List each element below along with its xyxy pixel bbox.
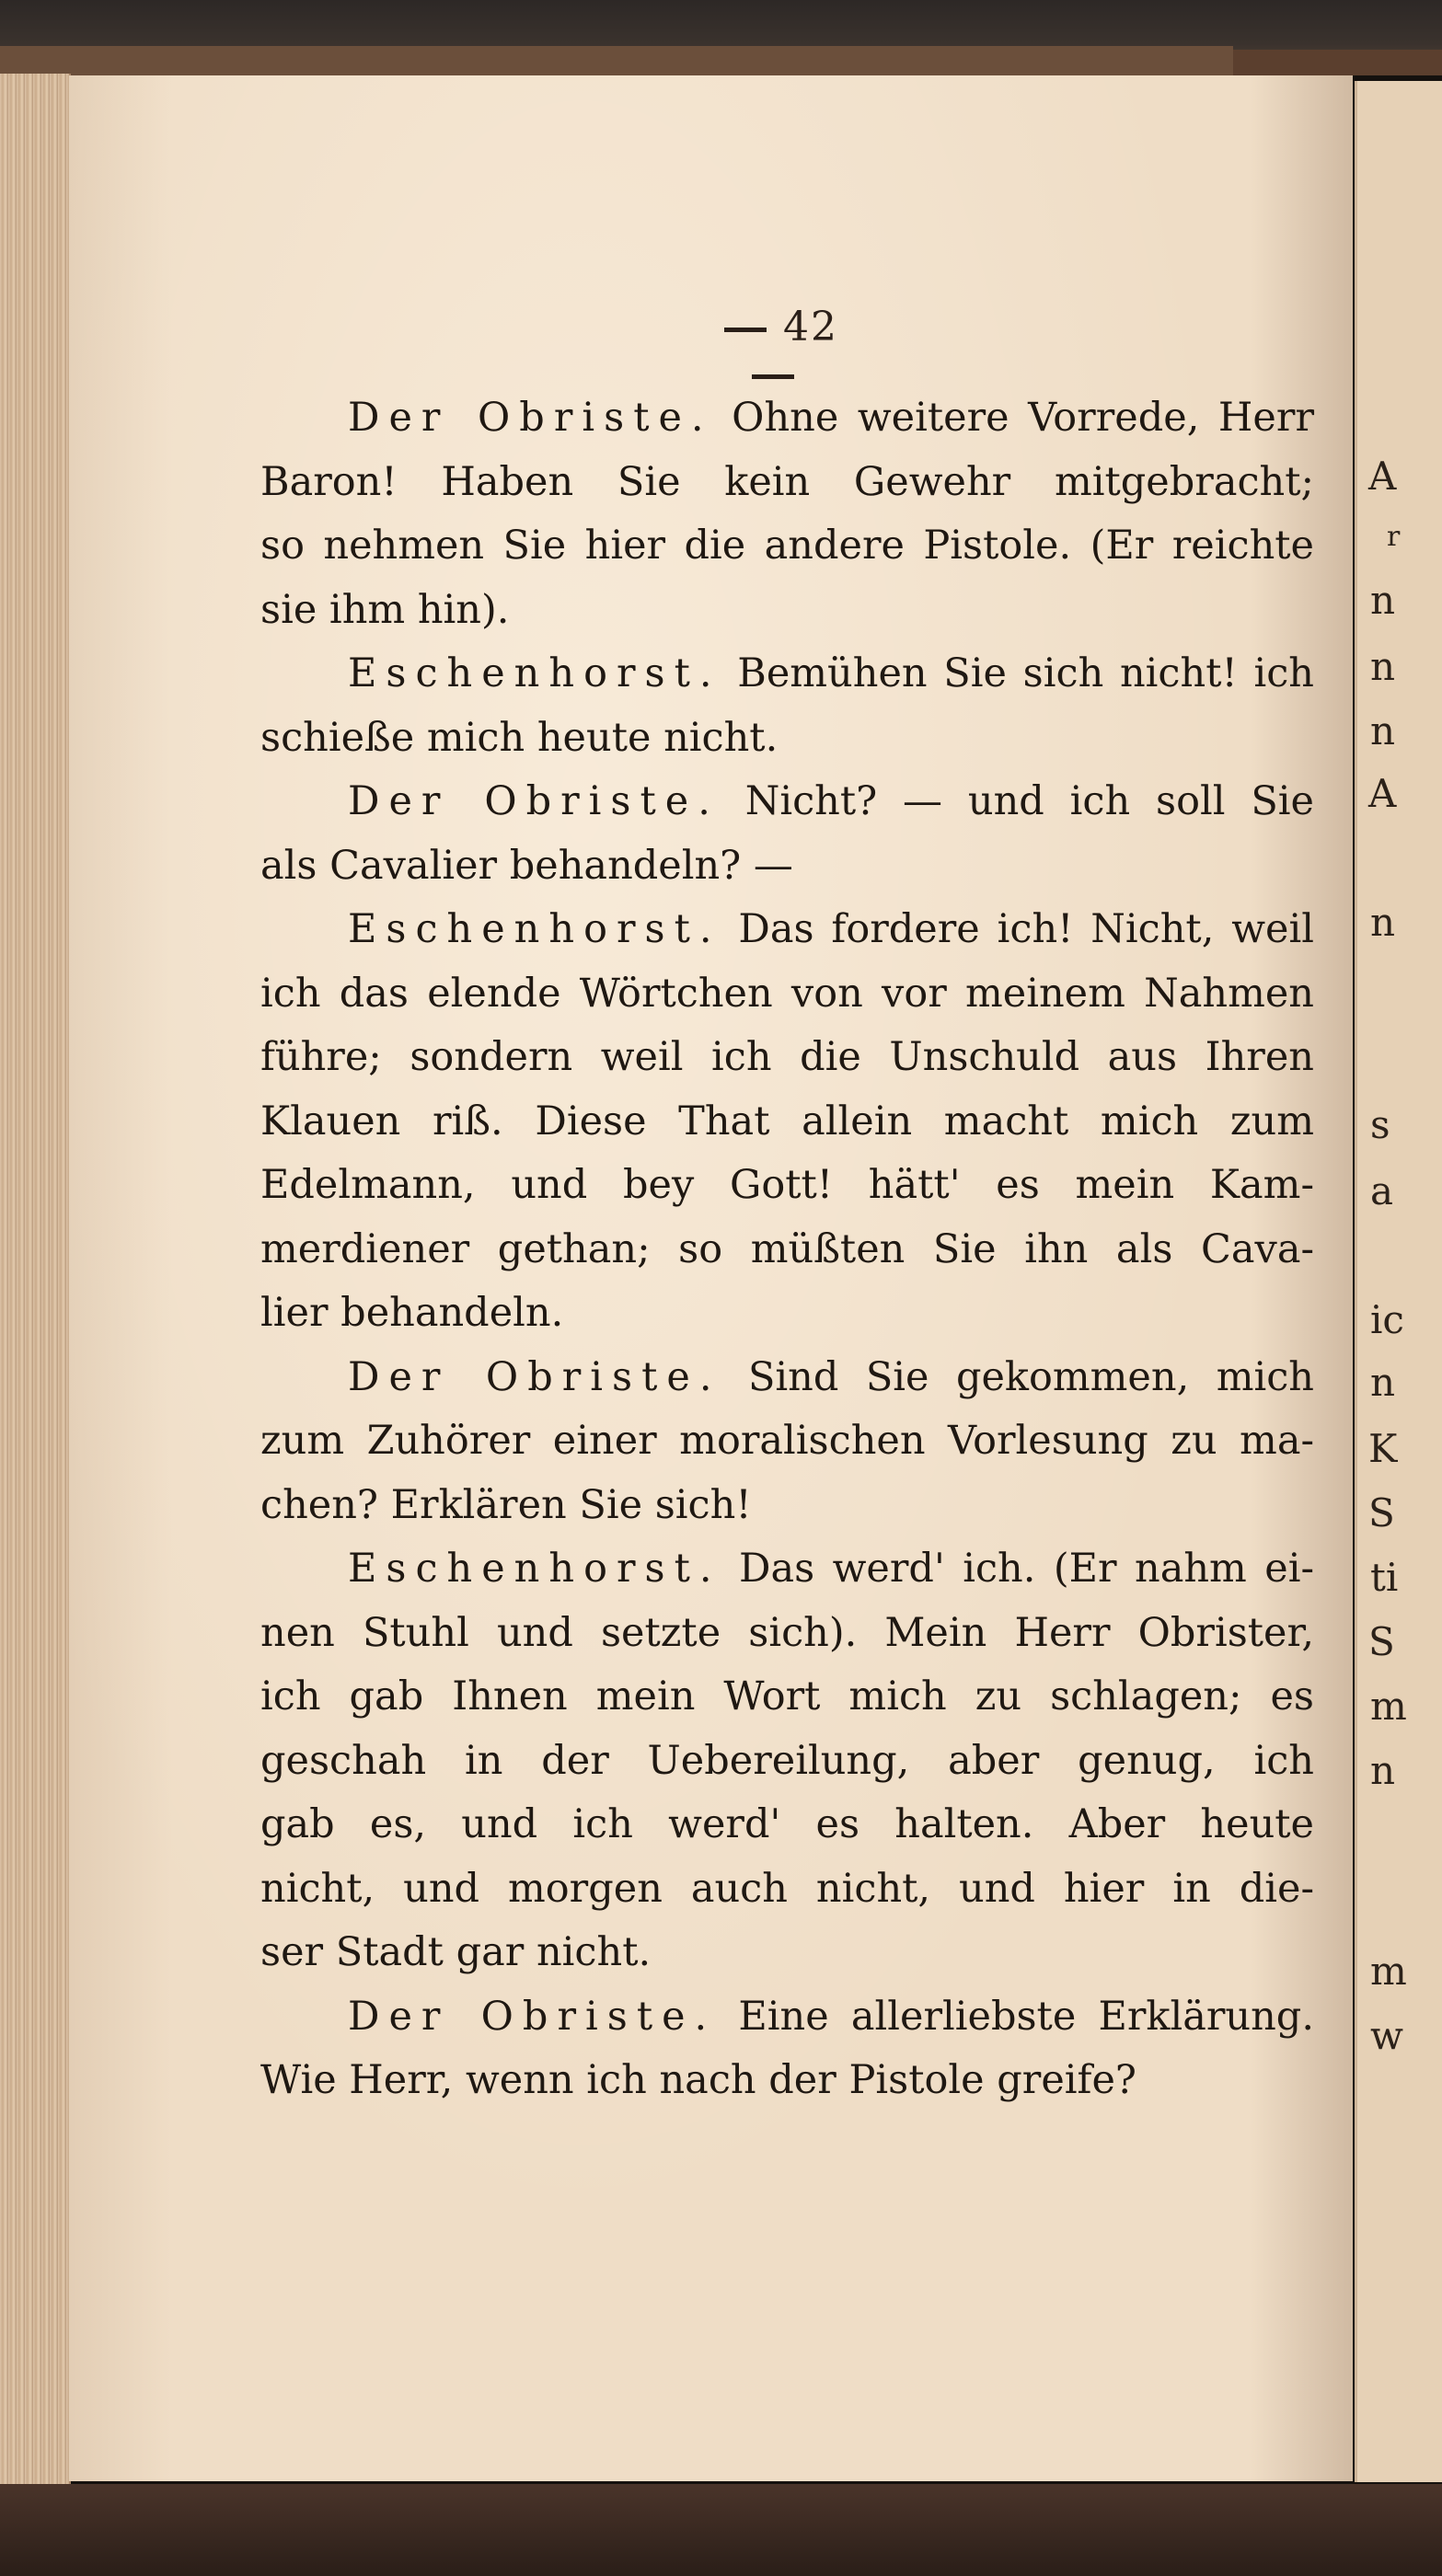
facing-page-fragment: n (1370, 1360, 1396, 1405)
speaker-name: Der Obriste. (348, 395, 713, 441)
page-text (260, 386, 1314, 2113)
line-text: gab es, und ich werd' es halten. Aber heute (260, 1801, 1314, 1847)
speaker-name: Der Obriste. (348, 1353, 721, 1400)
text-line (260, 642, 1314, 707)
text-line (260, 1665, 1314, 1730)
text-line (260, 1921, 1314, 1985)
line-text: Eine allerliebste Erklärung. (716, 1993, 1314, 2040)
facing-page-fragment: a (1370, 1168, 1394, 1213)
text-line (260, 1218, 1314, 1282)
line-text: Klauen riß. Diese That allein macht mich zum (260, 1098, 1314, 1144)
line-text: ser Stadt gar nicht. (260, 1929, 652, 1975)
text-line (260, 1857, 1314, 1922)
facing-page-fragment: ic (1370, 1297, 1404, 1342)
line-text: ich gab Ihnen mein Wort mich zu schlagen; es (260, 1673, 1314, 1719)
page-number-value: 42 (783, 304, 838, 351)
text-line (260, 1537, 1314, 1602)
line-text: merdiener gethan; so müßten Sie ihn als Cava- (260, 1225, 1314, 1272)
line-text: Ohne weitere Vorrede, Herr (712, 395, 1314, 441)
line-text: Das werd' ich. (Er nahm ei- (721, 1546, 1314, 1592)
line-text: Wie Herr, wenn ich nach der Pistole greife? (260, 2057, 1136, 2103)
line-text: Bemühen Sie sich nicht! ich (721, 650, 1314, 696)
text-line (260, 1409, 1314, 1474)
line-text: Das fordere ich! Nicht, weil (721, 906, 1314, 952)
page-edges (0, 74, 71, 2484)
dash-right (752, 374, 794, 379)
text-line (260, 834, 1314, 899)
line-text: nicht, und morgen auch nicht, und hier in die- (260, 1865, 1314, 1912)
line-text: so nehmen Sie hier die andere Pistole. (Er reichte (260, 523, 1314, 569)
text-line (260, 770, 1314, 834)
facing-page-fragment: S (1368, 1619, 1395, 1664)
line-text: lier behandeln. (260, 1290, 564, 1336)
book-cover-top-right (1233, 50, 1442, 75)
line-text: Edelmann, und bey Gott! hätt' es mein Kam- (260, 1162, 1314, 1208)
text-line (260, 962, 1314, 1027)
facing-page (1355, 81, 1442, 2482)
text-line (260, 1026, 1314, 1090)
speaker-name: Eschenhorst. (348, 650, 721, 696)
facing-page-fragment: n (1370, 644, 1396, 689)
line-text: Nicht? — und ich soll Sie (719, 778, 1314, 824)
line-text: Baron! Haben Sie kein Gewehr mitgebracht; (260, 458, 1314, 505)
line-text: schieße mich heute nicht. (260, 714, 779, 761)
speaker-name: Eschenhorst. (348, 906, 721, 952)
facing-page-fragment: S (1368, 1490, 1395, 1535)
line-text: zum Zuhörer einer moralischen Vorlesung zu ma- (260, 1418, 1314, 1464)
line-text: ich das elende Wörtchen von vor meinem Nahmen (260, 970, 1314, 1017)
line-text: Sind Sie gekommen, mich (721, 1353, 1315, 1400)
book-cover-bottom (0, 2484, 1442, 2576)
facing-page-fragment: n (1370, 1748, 1396, 1793)
text-line (260, 451, 1314, 515)
facing-page-fragment: ti (1370, 1555, 1399, 1600)
text-line (260, 514, 1314, 579)
line-text: sie ihm hin). (260, 586, 510, 633)
dash-left (724, 328, 767, 332)
text-line (260, 1602, 1314, 1666)
book-cover-top (0, 46, 1233, 79)
text-line (260, 386, 1314, 451)
facing-page-fragment: n (1370, 578, 1396, 623)
text-line (260, 1346, 1314, 1410)
line-text: als Cavalier behandeln? — (260, 842, 793, 889)
text-line (260, 1282, 1314, 1346)
facing-page-fragment: m (1370, 1684, 1407, 1729)
facing-page-fragment: s (1370, 1102, 1390, 1147)
facing-page-fragment: m (1370, 1949, 1407, 1994)
text-line (260, 707, 1314, 771)
line-text: chen? Erklären Sie sich! (260, 1481, 752, 1528)
line-text: geschah in der Uebereilung, aber genug, ich (260, 1737, 1314, 1784)
text-line (260, 898, 1314, 962)
page-number (681, 304, 865, 397)
text-line (260, 1730, 1314, 1794)
speaker-name: Der Obriste. (348, 1993, 717, 2040)
facing-page-fragment: r (1387, 521, 1401, 553)
facing-page-fragment: n (1370, 900, 1396, 945)
speaker-name: Der Obriste. (348, 778, 720, 824)
speaker-name: Eschenhorst. (348, 1546, 721, 1592)
facing-page-fragment: A (1368, 771, 1397, 816)
text-line (260, 1985, 1314, 2050)
text-line (260, 1154, 1314, 1218)
text-line (260, 1474, 1314, 1538)
line-text: nen Stuhl und setzte sich). Mein Herr Obrister, (260, 1609, 1314, 1656)
text-line (260, 1090, 1314, 1155)
facing-page-fragment: K (1368, 1426, 1398, 1471)
line-text: führe; sondern weil ich die Unschuld aus Ihren (260, 1034, 1314, 1080)
facing-page-fragment: n (1370, 708, 1396, 753)
text-line (260, 2049, 1314, 2113)
text-line (260, 1793, 1314, 1857)
facing-page-fragment: A (1368, 454, 1397, 499)
facing-page-fragment: w (1370, 2013, 1403, 2058)
text-line (260, 579, 1314, 643)
